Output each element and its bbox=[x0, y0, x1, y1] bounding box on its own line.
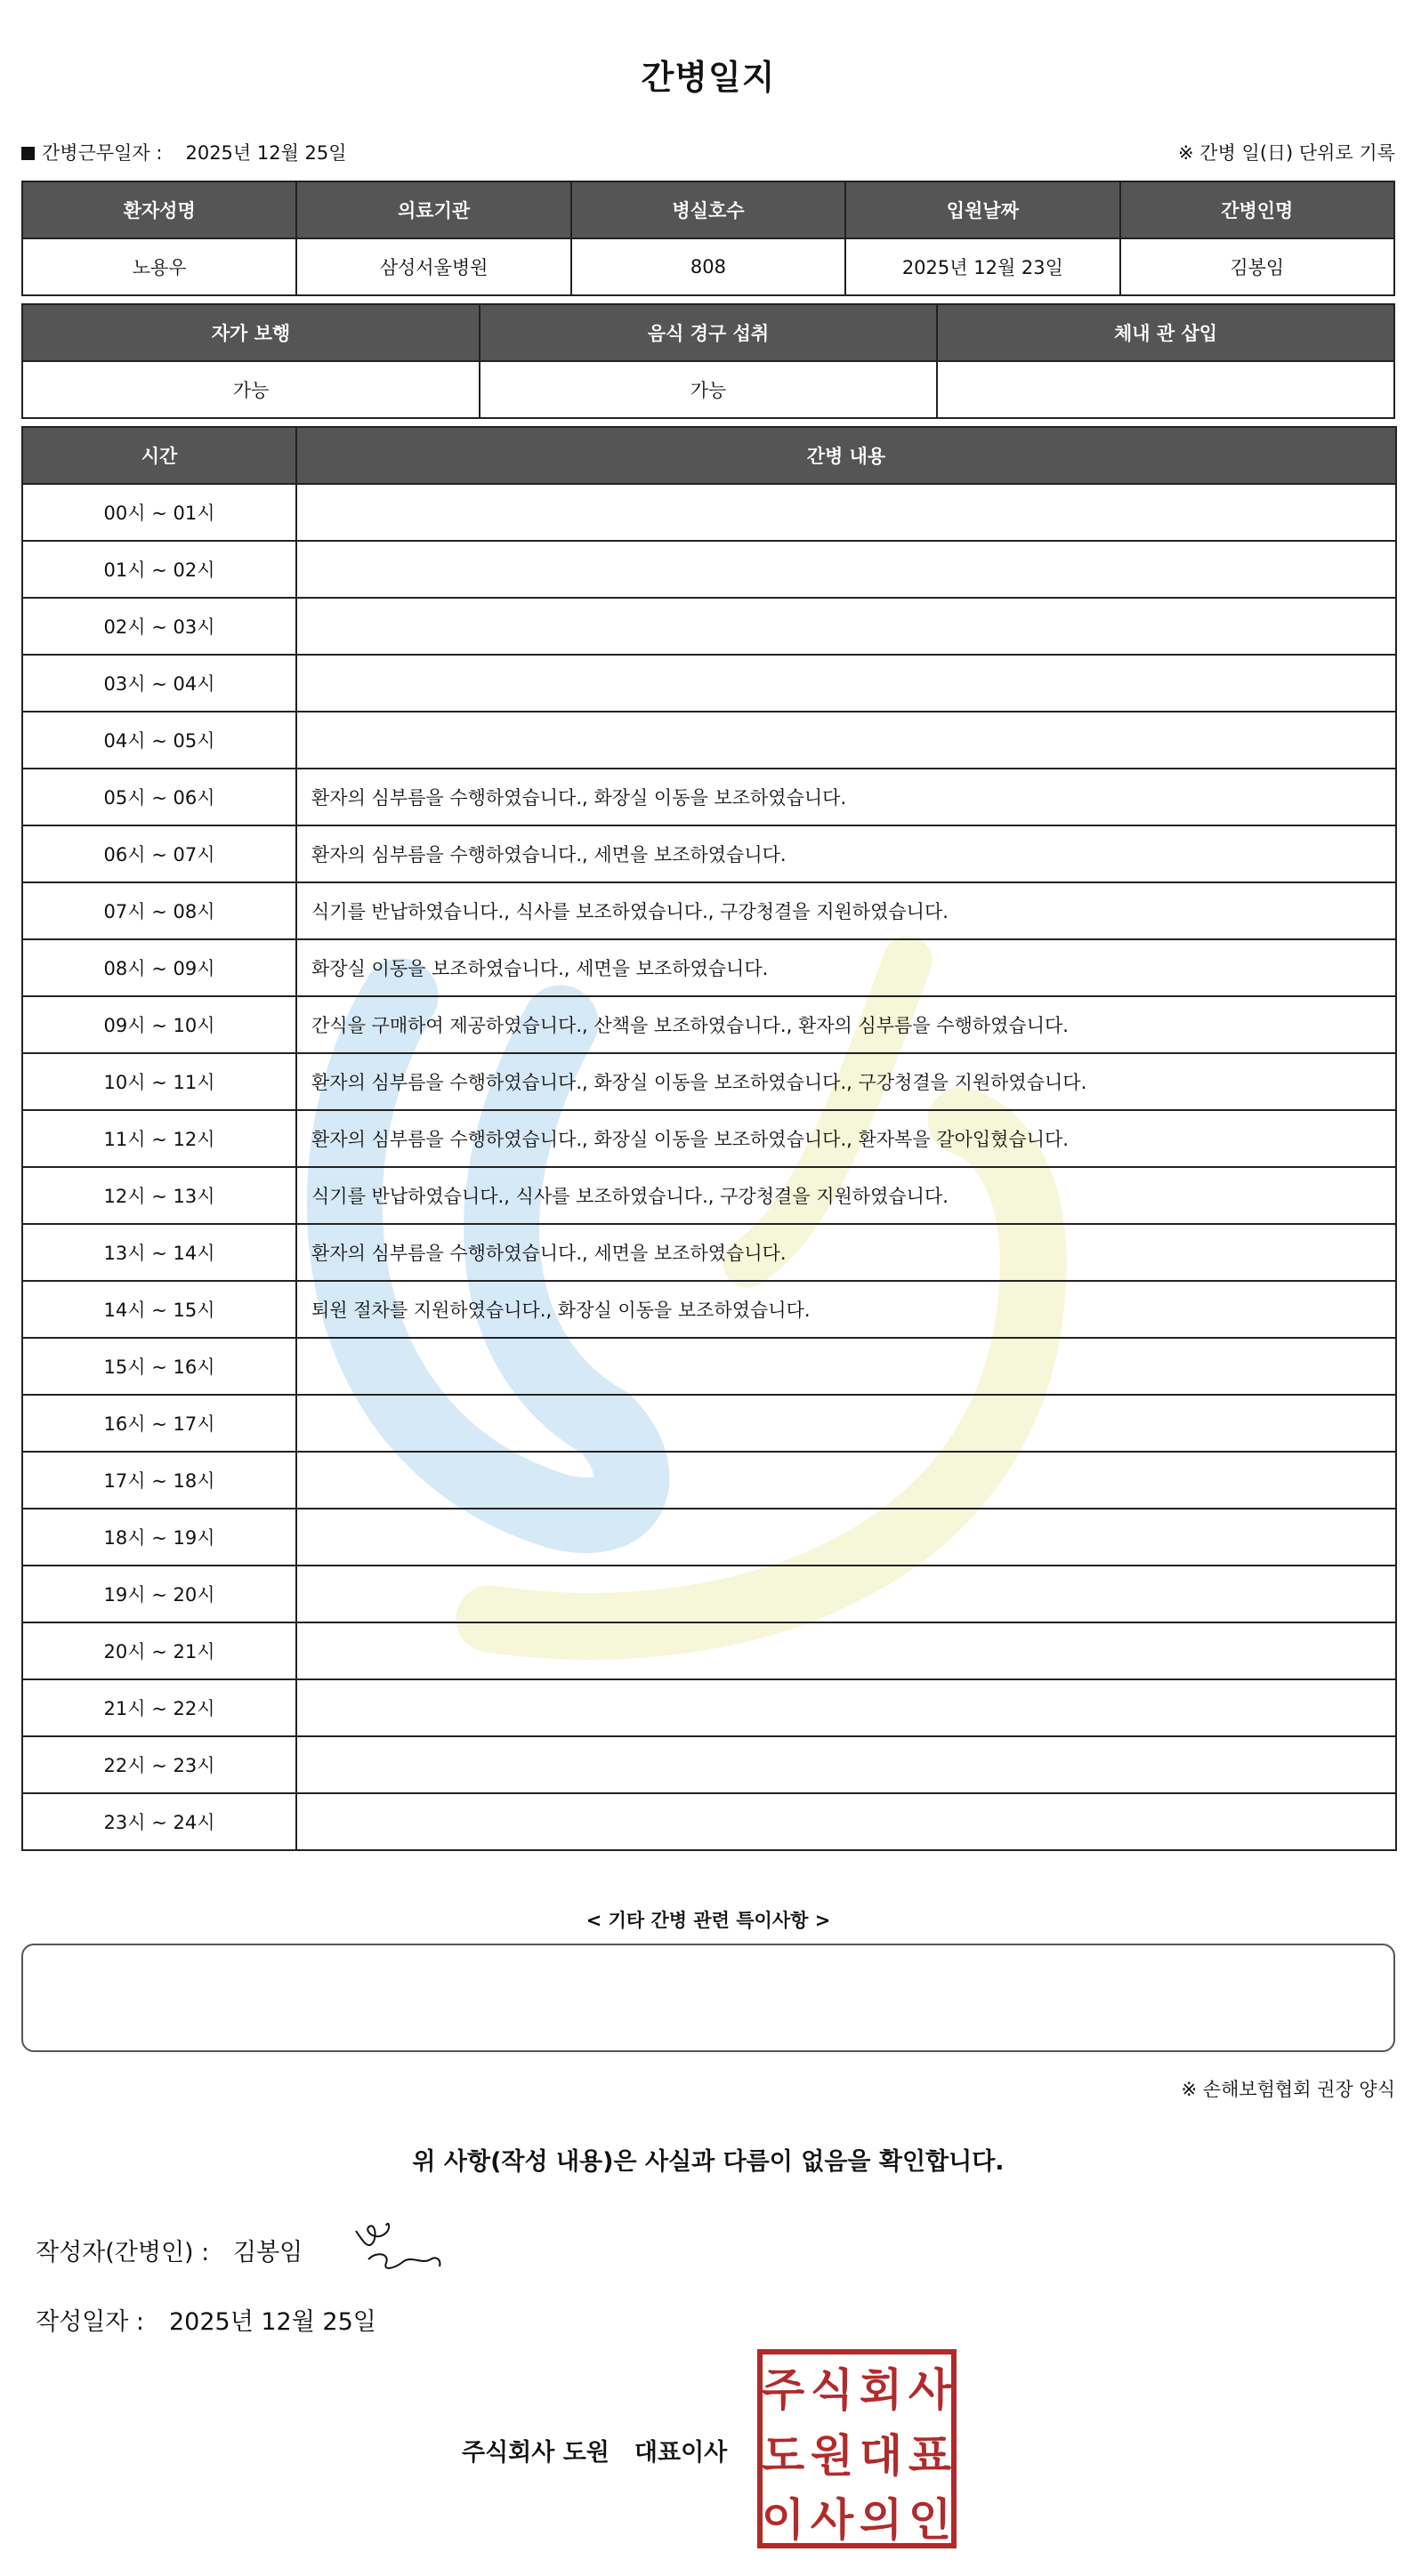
seal-character: 회 bbox=[859, 2364, 903, 2416]
care-content: 화장실 이동을 보조하였습니다., 세면을 보조하였습니다. bbox=[296, 939, 1396, 996]
table-row bbox=[22, 825, 1396, 882]
seal-character: 이 bbox=[761, 2494, 805, 2546]
header-hospital: 의료기관 bbox=[296, 181, 570, 238]
table-row bbox=[22, 1338, 1396, 1395]
time-slot: 06시 ~ 07시 bbox=[22, 825, 296, 882]
write-date-label: 작성일자 : bbox=[36, 2308, 145, 2336]
hospital: 삼성서울병원 bbox=[296, 238, 570, 295]
time-slot: 11시 ~ 12시 bbox=[22, 1110, 296, 1167]
table-row bbox=[22, 1452, 1396, 1509]
page-title: 간병일지 bbox=[641, 58, 776, 97]
time-slot: 20시 ~ 21시 bbox=[22, 1622, 296, 1679]
care-content bbox=[296, 1338, 1396, 1395]
table-row bbox=[22, 1793, 1396, 1850]
seal-character: 원 bbox=[810, 2430, 854, 2482]
caregiver-name: 김봉임 bbox=[1120, 238, 1394, 295]
care-content bbox=[296, 1509, 1396, 1566]
care-content: 환자의 심부름을 수행하였습니다., 세면을 보조하였습니다. bbox=[296, 825, 1396, 882]
writer-line bbox=[36, 2233, 303, 2267]
oral-intake-value: 가능 bbox=[480, 361, 937, 418]
patient-status-table bbox=[21, 303, 1395, 419]
time-slot: 18시 ~ 19시 bbox=[22, 1509, 296, 1566]
table-row bbox=[22, 882, 1396, 939]
seal-character: 식 bbox=[810, 2364, 854, 2416]
care-content bbox=[296, 712, 1396, 769]
care-content: 식기를 반납하였습니다., 식사를 보조하였습니다., 구강청결을 지원하였습니다. bbox=[296, 882, 1396, 939]
table-row bbox=[22, 712, 1396, 769]
header-patient-name: 환자성명 bbox=[22, 181, 296, 238]
care-content bbox=[296, 1679, 1396, 1736]
time-slot: 14시 ~ 15시 bbox=[22, 1281, 296, 1338]
care-content bbox=[296, 1566, 1396, 1622]
table-row bbox=[22, 1509, 1396, 1566]
header-tube-insertion: 체내 관 삽입 bbox=[937, 304, 1394, 361]
remarks-box bbox=[21, 1944, 1395, 2052]
write-date-value: 2025년 12월 25일 bbox=[169, 2308, 376, 2336]
header-oral-intake: 음식 경구 섭취 bbox=[480, 304, 937, 361]
care-content: 환자의 심부름을 수행하였습니다., 화장실 이동을 보조하였습니다., 구강청결을 지원하였습니다. bbox=[296, 1053, 1396, 1110]
care-content: 환자의 심부름을 수행하였습니다., 화장실 이동을 보조하였습니다., 환자복을 갈아입혔습니다. bbox=[296, 1110, 1396, 1167]
write-date-line bbox=[36, 2302, 376, 2337]
table-row bbox=[22, 1281, 1396, 1338]
company-seal bbox=[756, 2348, 957, 2549]
header-care-content: 간병 내용 bbox=[296, 427, 1396, 484]
seal-character: 사 bbox=[908, 2364, 952, 2416]
work-date-value: 2025년 12월 25일 bbox=[185, 142, 347, 164]
care-content bbox=[296, 1395, 1396, 1452]
time-slot: 16시 ~ 17시 bbox=[22, 1395, 296, 1452]
care-content bbox=[296, 655, 1396, 712]
time-slot: 05시 ~ 06시 bbox=[22, 769, 296, 825]
header-caregiver-name: 간병인명 bbox=[1120, 181, 1394, 238]
remarks-title: < 기타 간병 관련 특이사항 > bbox=[585, 1910, 831, 1931]
table-row bbox=[22, 1566, 1396, 1622]
table-row bbox=[22, 996, 1396, 1053]
care-content bbox=[296, 598, 1396, 655]
seal-character: 표 bbox=[908, 2430, 952, 2482]
time-slot: 19시 ~ 20시 bbox=[22, 1566, 296, 1622]
care-content bbox=[296, 1736, 1396, 1793]
square-bullet-icon bbox=[21, 147, 35, 160]
time-slot: 13시 ~ 14시 bbox=[22, 1224, 296, 1281]
time-slot: 07시 ~ 08시 bbox=[22, 882, 296, 939]
care-content bbox=[296, 541, 1396, 598]
table-row bbox=[22, 939, 1396, 996]
recommend-note: ※ 손해보험협회 권장 양식 bbox=[1181, 2079, 1395, 2100]
time-slot: 22시 ~ 23시 bbox=[22, 1736, 296, 1793]
header-room-number: 병실호수 bbox=[571, 181, 845, 238]
table-row bbox=[22, 1736, 1396, 1793]
time-slot: 04시 ~ 05시 bbox=[22, 712, 296, 769]
time-slot: 08시 ~ 09시 bbox=[22, 939, 296, 996]
table-row bbox=[22, 1395, 1396, 1452]
care-content bbox=[296, 1622, 1396, 1679]
time-slot: 00시 ~ 01시 bbox=[22, 484, 296, 541]
time-slot: 03시 ~ 04시 bbox=[22, 655, 296, 712]
table-row bbox=[22, 655, 1396, 712]
time-slot: 12시 ~ 13시 bbox=[22, 1167, 296, 1224]
writer-label: 작성자(간병인) : bbox=[36, 2239, 210, 2266]
work-date bbox=[21, 139, 347, 165]
company-name: 주식회사 도원 bbox=[462, 2439, 610, 2467]
care-content: 환자의 심부름을 수행하였습니다., 화장실 이동을 보조하였습니다. bbox=[296, 769, 1396, 825]
table-row bbox=[22, 1053, 1396, 1110]
seal-character: 주 bbox=[761, 2364, 805, 2416]
table-row bbox=[22, 541, 1396, 598]
tube-insertion-value bbox=[937, 361, 1394, 418]
header-self-walking: 자가 보행 bbox=[22, 304, 480, 361]
table-row bbox=[22, 1622, 1396, 1679]
work-date-label: 간병근무일자 : bbox=[42, 142, 163, 164]
table-row bbox=[22, 1110, 1396, 1167]
table-row bbox=[22, 484, 1396, 541]
time-slot: 10시 ~ 11시 bbox=[22, 1053, 296, 1110]
room-number: 808 bbox=[571, 238, 845, 295]
table-row bbox=[22, 1224, 1396, 1281]
care-content: 퇴원 절차를 지원하였습니다., 화장실 이동을 보조하였습니다. bbox=[296, 1281, 1396, 1338]
self-walking-value: 가능 bbox=[22, 361, 480, 418]
seal-character: 대 bbox=[859, 2430, 903, 2482]
time-slot: 15시 ~ 16시 bbox=[22, 1338, 296, 1395]
table-row bbox=[22, 769, 1396, 825]
care-log-rows bbox=[22, 484, 1396, 1850]
company-role: 대표이사 bbox=[634, 2439, 728, 2467]
time-slot: 09시 ~ 10시 bbox=[22, 996, 296, 1053]
patient-info-table bbox=[21, 181, 1395, 296]
care-content: 환자의 심부름을 수행하였습니다., 세면을 보조하였습니다. bbox=[296, 1224, 1396, 1281]
writer-name: 김봉임 bbox=[233, 2239, 303, 2266]
care-content bbox=[296, 1793, 1396, 1850]
care-content bbox=[296, 1452, 1396, 1509]
time-slot: 17시 ~ 18시 bbox=[22, 1452, 296, 1509]
seal-character: 인 bbox=[908, 2494, 952, 2546]
patient-name: 노용우 bbox=[22, 238, 296, 295]
record-note: ※ 간병 일(日) 단위로 기록 bbox=[1178, 142, 1395, 164]
seal-character: 사 bbox=[810, 2494, 854, 2546]
time-slot: 23시 ~ 24시 bbox=[22, 1793, 296, 1850]
header-admission-date: 입원날짜 bbox=[845, 181, 1119, 238]
care-content bbox=[296, 484, 1396, 541]
table-row bbox=[22, 1167, 1396, 1224]
company-line bbox=[462, 2433, 727, 2467]
seal-character: 도 bbox=[761, 2430, 805, 2482]
time-slot: 02시 ~ 03시 bbox=[22, 598, 296, 655]
admission-date: 2025년 12월 23일 bbox=[845, 238, 1119, 295]
table-row bbox=[22, 598, 1396, 655]
seal-character: 의 bbox=[859, 2494, 903, 2546]
table-row bbox=[22, 1679, 1396, 1736]
time-slot: 01시 ~ 02시 bbox=[22, 541, 296, 598]
header-time: 시간 bbox=[22, 427, 296, 484]
care-content: 간식을 구매하여 제공하였습니다., 산책을 보조하였습니다., 환자의 심부름을 수행하였습니다. bbox=[296, 996, 1396, 1053]
time-slot: 21시 ~ 22시 bbox=[22, 1679, 296, 1736]
care-content: 식기를 반납하였습니다., 식사를 보조하였습니다., 구강청결을 지원하였습니다. bbox=[296, 1167, 1396, 1224]
confirmation-statement: 위 사항(작성 내용)은 사실과 다름이 없음을 확인합니다. bbox=[412, 2148, 1005, 2176]
handwritten-signature bbox=[351, 2215, 457, 2286]
care-log-table bbox=[21, 426, 1397, 1851]
